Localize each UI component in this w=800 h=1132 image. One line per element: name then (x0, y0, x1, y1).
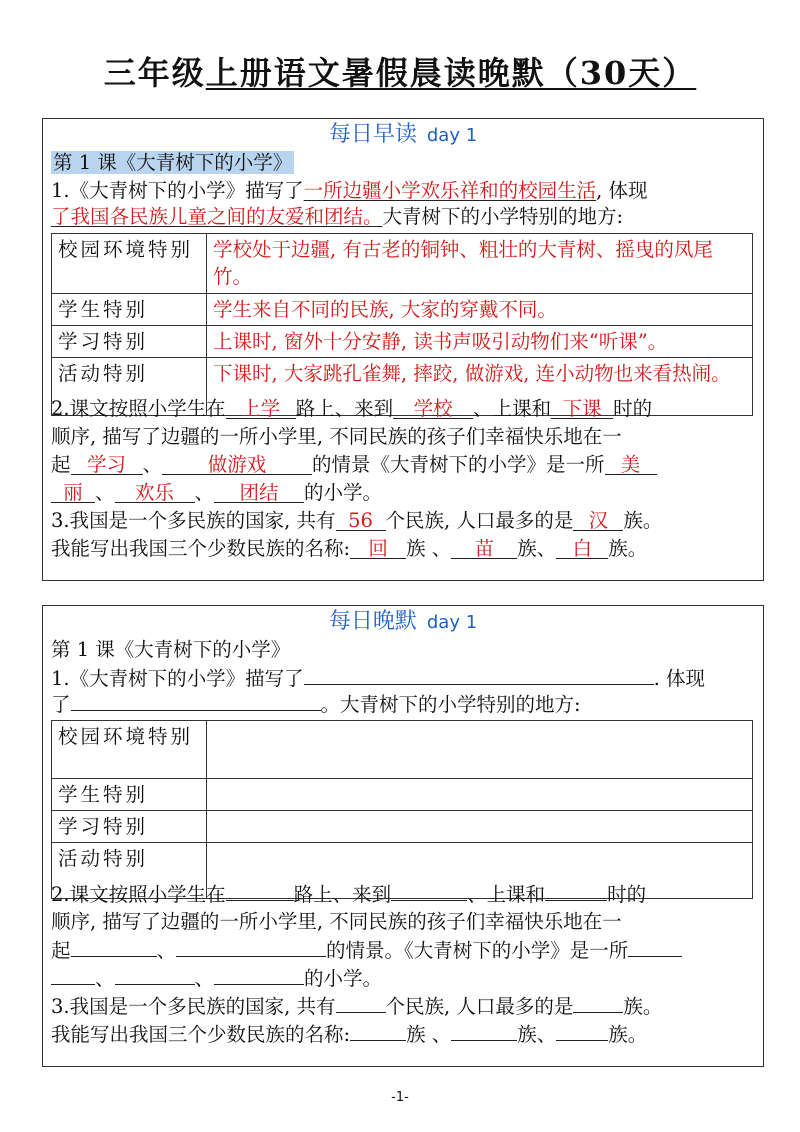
evening-dictation-section (42, 605, 764, 1067)
table-row (52, 234, 753, 294)
q3-text: 族。 (608, 537, 648, 560)
q2-blank: 做游戏 (162, 454, 312, 475)
evening-day: day 1 (426, 612, 478, 633)
morning-heading (43, 119, 763, 151)
features-table (51, 720, 753, 899)
q3-text: 个民族, 人口最多的是 (385, 509, 574, 532)
q2-blank: 学习 (71, 454, 143, 475)
page-title (0, 48, 800, 94)
q2-text: 的小学。 (304, 967, 383, 990)
q3-blank[interactable] (573, 992, 623, 1013)
table-row (52, 779, 753, 811)
row-answer: 上课时, 窗外十分安静, 读书声吸引动物们来“听课”。 (207, 326, 753, 358)
q2-blank: 美 (605, 454, 657, 475)
table-row (52, 811, 753, 843)
q2-text: 的情景。《大青树下的小学》是一所 (326, 939, 629, 962)
q2-blank[interactable] (545, 880, 607, 901)
q3-text: 族、 (517, 537, 557, 560)
q1-text: 大青树下的小学特别的地方: (382, 205, 624, 228)
lesson-title (51, 149, 756, 177)
q2-blank: 学校 (393, 398, 473, 419)
q3-text: 我能写出我国三个少数民族的名称: (51, 537, 351, 560)
q1-answer2: 了我国各民族儿童之间的友爱和团结。 (51, 205, 383, 228)
q2-blank[interactable] (71, 936, 157, 957)
q2-text: 2.课文按照小学生在 (51, 883, 226, 906)
q2-text: 2.课文按照小学生在 (51, 397, 226, 420)
q2-blank[interactable] (391, 880, 467, 901)
q3-text: 族 、 (406, 537, 452, 560)
q3-blank: 白 (556, 538, 608, 559)
q3-blank[interactable] (336, 992, 386, 1013)
q2-text: 、 (194, 967, 215, 990)
row-label: 学生特别 (52, 779, 207, 811)
q2-text: 、上课和 (473, 397, 552, 420)
morning-reading-section (42, 118, 764, 581)
q3-text: 族。 (623, 509, 663, 532)
q1-text: . 体现 (653, 667, 706, 690)
q3-text: 3.我国是一个多民族的国家, 共有 (51, 509, 336, 532)
q3-text: 族。 (608, 1023, 648, 1046)
q1-line1 (51, 664, 756, 693)
q2-text: 的小学。 (304, 481, 383, 504)
q2-blank[interactable] (176, 936, 326, 957)
row-label: 活动特别 (52, 358, 207, 416)
q1-line2 (51, 690, 756, 719)
q2-blank[interactable] (226, 880, 294, 901)
q3-blank: 回 (350, 538, 406, 559)
q2-text: 、 (194, 481, 215, 504)
q3-text: 族 、 (406, 1023, 452, 1046)
q2-line4 (51, 479, 756, 507)
q3-blank[interactable] (556, 1020, 608, 1041)
row-answer: 学校处于边疆, 有古老的铜钟、粗壮的大青树、摇曳的凤尾竹。 (207, 234, 753, 294)
q1-blank[interactable] (304, 664, 654, 685)
q2-line2: 顺序, 描写了边疆的一所小学里, 不同民族的孩子们幸福快乐地在一 (51, 425, 622, 448)
morning-heading-text: 每日早读 (328, 122, 417, 147)
table-row (52, 294, 753, 326)
q2-text: 、 (156, 939, 177, 962)
q3-line1 (51, 507, 756, 535)
title-part2: 上册语文暑假晨读晚默（30天） (205, 54, 697, 92)
q1-text: 1.《大青树下的小学》描写了 (51, 179, 304, 202)
q2-line4 (51, 964, 756, 993)
q2-blank[interactable] (51, 964, 95, 985)
q2-text: 路上、来到 (295, 397, 394, 420)
row-answer: 学生来自不同的民族, 大家的穿戴不同。 (207, 294, 753, 326)
q1-line1 (51, 177, 756, 205)
q3-blank: 苗 (451, 538, 517, 559)
q3-text: 3.我国是一个多民族的国家, 共有 (51, 995, 336, 1018)
lesson-title: 第 1 课《大青树下的小学》 (51, 638, 291, 661)
q2-text: 、 (95, 967, 115, 990)
q1-answer1: 一所边疆小学欢乐祥和的校园生活 (303, 179, 597, 202)
q2-blank: 团结 (214, 482, 304, 503)
q3-line2 (51, 535, 756, 563)
q3-line2 (51, 1020, 756, 1049)
q2-text: 、 (95, 481, 115, 504)
q2-line3 (51, 451, 756, 479)
row-label: 学生特别 (52, 294, 207, 326)
q2-text: 、上课和 (467, 883, 546, 906)
row-answer-cell[interactable] (207, 811, 753, 843)
q3-text: 族。 (623, 995, 663, 1018)
row-label: 活动特别 (52, 843, 207, 899)
row-label: 学习特别 (52, 326, 207, 358)
row-label: 学习特别 (52, 811, 207, 843)
title-part1: 三年级 (103, 54, 206, 92)
q3-blank: 汉 (573, 510, 623, 531)
row-label: 校园环境特别 (52, 234, 207, 294)
page-number: -1- (391, 1090, 409, 1105)
q3-blank: 56 (336, 510, 386, 531)
q1-text: , 体现 (596, 179, 648, 202)
q3-text: 我能写出我国三个少数民族的名称: (51, 1023, 351, 1046)
q2-blank[interactable] (628, 936, 682, 957)
q2-blank: 上学 (226, 398, 296, 419)
q2-line1 (51, 395, 756, 423)
q2-text: 时的 (613, 397, 653, 420)
features-table (51, 233, 753, 416)
q2-line2: 顺序, 描写了边疆的一所小学里, 不同民族的孩子们幸福快乐地在一 (51, 910, 622, 933)
morning-day: day 1 (426, 125, 478, 146)
table-row (52, 721, 753, 779)
q1-text: 。大青树下的小学特别的地方: (320, 693, 581, 716)
q2-blank: 丽 (51, 482, 95, 503)
q3-blank[interactable] (350, 1020, 406, 1041)
q3-blank[interactable] (451, 1020, 517, 1041)
q3-text: 个民族, 人口最多的是 (385, 995, 574, 1018)
row-answer-cell[interactable] (207, 721, 753, 779)
q2-blank[interactable] (115, 964, 195, 985)
q1-blank[interactable] (71, 690, 321, 711)
lesson-title-text: 第 1 课《大青树下的小学》 (53, 151, 293, 174)
q2-blank: 欢乐 (115, 482, 195, 503)
q1-line2 (51, 203, 756, 231)
q2-text: 时的 (607, 883, 647, 906)
q1-text: 1.《大青树下的小学》描写了 (51, 667, 304, 690)
q3-line1 (51, 992, 756, 1021)
q2-text: 路上、来到 (293, 883, 392, 906)
q3-text: 族、 (517, 1023, 557, 1046)
q2-text: 起 (51, 453, 71, 476)
q2-blank: 下课 (551, 398, 613, 419)
evening-heading (43, 606, 763, 638)
row-label: 校园环境特别 (52, 721, 207, 779)
q1-text: 了 (51, 693, 71, 716)
q2-line3 (51, 936, 756, 965)
row-answer: 下课时, 大家跳孔雀舞, 摔跤, 做游戏, 连小动物也来看热闹。 (207, 358, 753, 416)
evening-heading-text: 每日晚默 (328, 609, 417, 634)
table-row (52, 326, 753, 358)
q2-text: 、 (142, 453, 163, 476)
q2-text: 的情景《大青树下的小学》是一所 (312, 453, 605, 476)
q2-text: 起 (51, 939, 71, 962)
q2-line1 (51, 880, 756, 909)
q2-blank[interactable] (214, 964, 304, 985)
row-answer-cell[interactable] (207, 779, 753, 811)
